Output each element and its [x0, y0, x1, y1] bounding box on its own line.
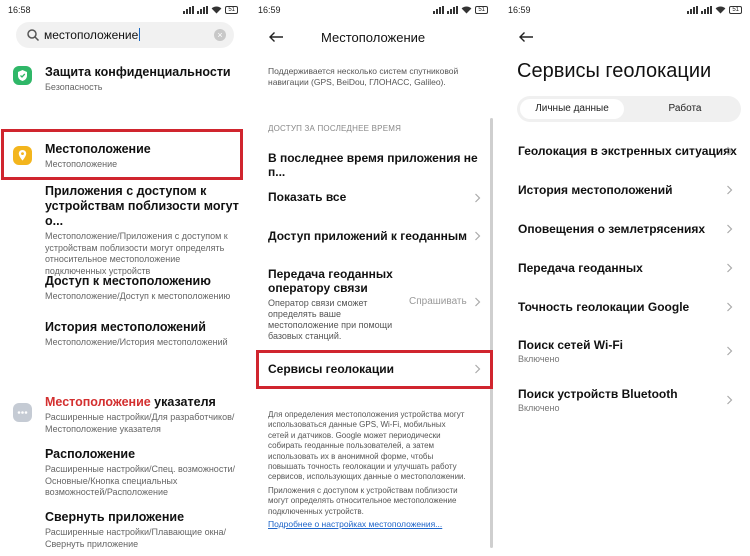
result-title-rest: указателя — [150, 395, 216, 409]
row-title: Геолокация в экстренных ситуациях — [518, 144, 737, 158]
bluetooth-scanning-row[interactable] — [518, 387, 730, 413]
gnss-description: Поддерживается несколько систем спутниковой навигации (GPS, BeiDou, ГЛОНАСС, Galileo). — [268, 66, 459, 87]
page-title: Сервисы геолокации — [517, 60, 712, 82]
page-title: Местоположение — [321, 30, 426, 45]
result-title: Доступ к местоположению — [45, 274, 211, 288]
battery-icon: 51 — [475, 6, 488, 14]
status-time: 16:59 — [258, 5, 281, 15]
result-title: Местоположение — [45, 142, 151, 156]
search-result-placement[interactable] — [0, 447, 246, 499]
back-arrow-icon[interactable] — [518, 31, 534, 43]
wifi-icon — [715, 6, 726, 14]
status-bar — [508, 5, 742, 19]
chevron-right-icon — [726, 185, 733, 195]
more-icon — [13, 403, 32, 422]
row-title: Точность геолокации Google — [518, 300, 690, 314]
chevron-right-icon — [474, 193, 481, 203]
recent-apps-row[interactable] — [268, 151, 486, 179]
result-title: Приложения с доступом к устройствам поблизости могут о... — [45, 184, 239, 228]
footer-nearby-description: Приложения с доступом к устройствам поблизости могут определять относительное местоположение подключенных устройств. — [268, 486, 458, 516]
result-title: Свернуть приложение — [45, 510, 185, 524]
shield-icon — [13, 66, 32, 85]
result-title: Защита конфиденциальности — [45, 65, 231, 79]
search-result-minimize-app[interactable] — [0, 510, 246, 550]
search-bar[interactable] — [16, 22, 234, 48]
row-title: Показать все — [268, 190, 347, 204]
row-title: Передача геоданных оператору связи — [268, 267, 393, 295]
row-subtitle: Оператор связи сможет определять ваше местоположение при помощи базовых станций. — [268, 298, 393, 341]
row-title: Поиск сетей Wi-Fi — [518, 338, 624, 352]
profile-tabs — [517, 96, 741, 122]
signal-icon — [687, 6, 698, 14]
wifi-icon — [461, 6, 472, 14]
row-title: Сервисы геолокации — [268, 362, 394, 376]
row-title: Доступ приложений к геоданным — [268, 229, 468, 243]
battery-icon: 51 — [225, 6, 238, 14]
result-subtitle: Расширенные настройки/Плавающие окна/Свернуть приложение — [45, 527, 227, 549]
status-bar — [258, 5, 488, 19]
settings-search-screen — [0, 0, 246, 556]
signal-icon — [447, 6, 458, 14]
wifi-icon — [211, 6, 222, 14]
result-subtitle: Расширенные настройки/Для разработчиков/Местоположение указателя — [45, 412, 235, 434]
geodata-sharing-row[interactable] — [518, 261, 730, 275]
status-time: 16:59 — [508, 5, 531, 15]
signal-icon — [701, 6, 712, 14]
result-title-match: Местоположение — [45, 395, 151, 409]
search-result-privacy[interactable] — [0, 62, 246, 98]
earthquake-alerts-row[interactable] — [518, 222, 730, 236]
section-caption: ДОСТУП ЗА ПОСЛЕДНЕЕ ВРЕМЯ — [268, 124, 402, 133]
location-services-screen — [500, 0, 750, 556]
wifi-scanning-row[interactable] — [518, 338, 730, 364]
row-title: История местоположений — [518, 183, 673, 197]
tab-work[interactable]: Работа — [668, 103, 702, 114]
search-query: местоположение — [44, 28, 139, 42]
signal-icon — [197, 6, 208, 14]
search-input[interactable] — [44, 28, 140, 42]
emergency-location-row[interactable] — [518, 144, 737, 158]
location-settings-link[interactable]: Подробнее о настройках местоположения... — [268, 519, 443, 529]
chevron-right-icon — [726, 346, 733, 356]
chevron-right-icon — [726, 263, 733, 273]
signal-icon — [433, 6, 444, 14]
search-result-nearby-devices[interactable] — [0, 184, 246, 276]
chevron-right-icon — [726, 224, 733, 234]
location-settings-screen — [250, 0, 496, 556]
result-title: История местоположений — [45, 320, 206, 334]
result-title: Расположение — [45, 447, 136, 461]
show-all-row[interactable] — [268, 190, 486, 204]
footer-description: Для определения местоположения устройства могут использоваться данные GPS, Wi-Fi, мобильных сетей и датчиков. Google может периодически собирать геоданные пользователей, а затем использовать их в анонимной форме, чтобы повышать точность геолокации и улучшать работу сервисов, использующих данные о местоположении. — [268, 410, 466, 482]
result-subtitle: Расширенные настройки/Спец. возможности/Основные/Кнопка специальных возможностей/Расположение — [45, 464, 235, 497]
chevron-right-icon — [474, 231, 481, 241]
row-title: Передача геоданных — [518, 261, 643, 275]
carrier-geodata-value: Спрашивать — [409, 296, 467, 307]
row-title: В последнее время приложения не п... — [268, 151, 478, 179]
battery-icon: 51 — [729, 6, 742, 14]
highlight-box — [1, 129, 243, 180]
result-subtitle: Местоположение — [45, 159, 118, 169]
chevron-right-icon — [726, 302, 733, 312]
result-subtitle: Безопасность — [45, 82, 103, 92]
highlight-box — [256, 350, 493, 389]
location-history-row[interactable] — [518, 183, 730, 197]
row-subtitle: Включено — [518, 354, 560, 364]
google-accuracy-row[interactable] — [518, 300, 730, 314]
tab-personal[interactable]: Личные данные — [520, 99, 624, 119]
row-subtitle: Включено — [518, 403, 560, 413]
status-time: 16:58 — [8, 5, 31, 15]
clear-icon[interactable]: × — [214, 29, 226, 41]
row-title: Оповещения о землетрясениях — [518, 222, 706, 236]
result-subtitle: Местоположение/История местоположений — [45, 337, 228, 347]
search-icon — [26, 28, 40, 42]
chevron-right-icon — [726, 395, 733, 405]
search-result-pointer-location[interactable] — [0, 395, 246, 435]
search-result-location-access[interactable] — [0, 274, 246, 310]
back-arrow-icon[interactable] — [268, 31, 284, 43]
chevron-right-icon — [726, 146, 733, 156]
result-subtitle: Местоположение/Доступ к местоположению — [45, 291, 231, 301]
status-bar — [8, 5, 238, 19]
scrollbar[interactable] — [490, 118, 493, 548]
app-geodata-access-row[interactable] — [268, 229, 486, 243]
signal-icon — [183, 6, 194, 14]
result-subtitle: Местоположение/Приложения с доступом к устройствам поблизости могут определять относительное местоположение подключенных устройств — [45, 231, 228, 276]
row-title: Поиск устройств Bluetooth — [518, 387, 678, 401]
search-result-location-history[interactable] — [0, 320, 246, 356]
chevron-right-icon — [474, 297, 481, 307]
